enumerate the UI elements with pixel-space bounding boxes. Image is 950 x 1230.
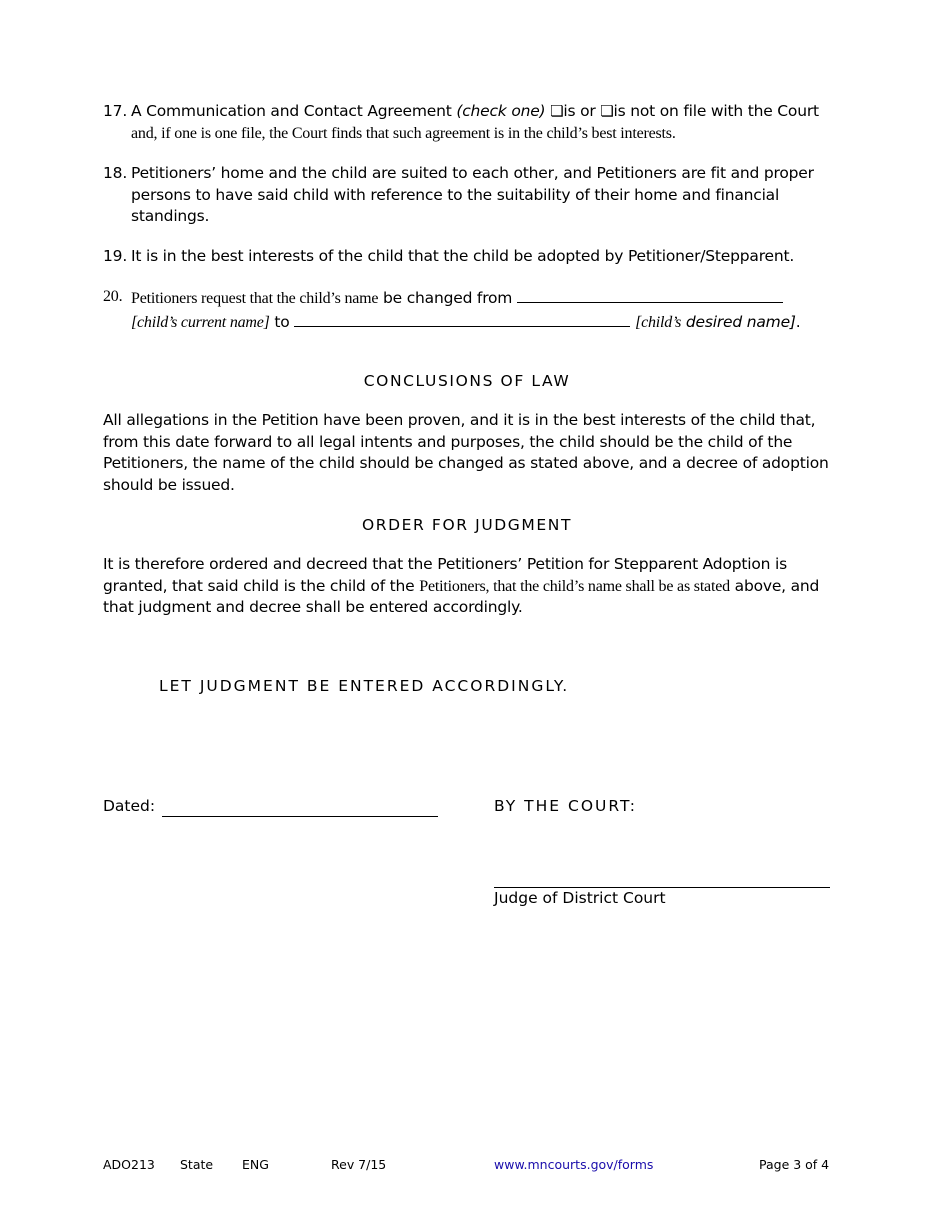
footer-revision: Rev 7/15 [331,1157,387,1172]
checkbox-is[interactable]: ❏ [550,102,564,120]
footer-form-id: ADO213 [103,1157,155,1172]
checkbox-is-not[interactable]: ❏ [600,102,614,120]
order-text-part1: It is therefore ordered and decreed that the Petitioners’ Petition for Stepparent Adoption is granted, that said child is the child of the [103,555,787,595]
desired-name-hint: [child’s [635,313,682,331]
by-the-court-label: BY THE COURT: [494,797,638,815]
finding-20 [103,286,831,333]
item-18-text: Petitioners’ home and the child are suited to each other, and Petitioners are fit and proper persons to have said child with reference to the suitability of their home and financial standings. [131,164,814,225]
option-is-not-label: is not on file with the Court [613,102,819,120]
current-name-field[interactable] [517,286,783,303]
item-number: 17. [103,102,128,120]
let-judgment-text: LET JUDGMENT BE ENTERED ACCORDINGLY. [159,677,570,695]
judge-signature-line[interactable] [494,887,830,888]
order-text-part2: Petitioners, that the child’s name shall be as stated [419,577,730,595]
footer-state: State [180,1157,214,1172]
finding-18 [103,163,831,228]
item-20-lead-cont: be changed from [378,289,517,307]
conclusions-text: All allegations in the Petition have been proven, and it is in the best interests of the child that, from this date forward to all legal intents and purposes, the child should be the child of the Petitioners, the name of the child should be changed as stated above, and a decree of adoption should be issued. [103,411,829,494]
item-19-text: It is in the best interests of the child that the child be adopted by Petitioner/Stepparent. [131,247,795,265]
option-is-label: is or [563,102,601,120]
footer-language: ENG [242,1157,269,1172]
item-17-lead: A Communication and Contact Agreement [131,102,457,120]
item-17-line2: and, if one is one file, the Court finds that such agreement is in the child’s best interests. [131,124,676,142]
conclusions-heading: CONCLUSIONS OF LAW [363,372,571,390]
order-text [103,554,831,619]
footer-forms-link[interactable]: www.mncourts.gov/forms [494,1157,654,1172]
finding-17 [103,101,831,144]
judge-label: Judge of District Court [494,889,666,907]
item-number: 19. [103,247,128,265]
dated-field[interactable] [162,816,438,817]
item-20-lead: Petitioners request that the child’s name [131,290,379,307]
order-heading: ORDER FOR JUDGMENT [361,516,573,534]
dated-label: Dated: [103,797,156,815]
item-number: 20. [103,288,123,305]
footer-page-number: Page 3 of 4 [759,1157,830,1172]
desired-name-field[interactable] [294,310,630,327]
to-label: to [269,312,295,331]
desired-name-hint-cont: desired name] [681,312,796,331]
item-number: 18. [103,164,128,182]
order-text-part3: above, and that judgment and decree shall be entered accordingly. [103,576,820,616]
current-name-hint: [child’s current name] [131,313,270,331]
check-one-hint: (check one) [456,102,546,120]
item-20-end: . [795,312,801,331]
finding-19 [103,246,831,268]
